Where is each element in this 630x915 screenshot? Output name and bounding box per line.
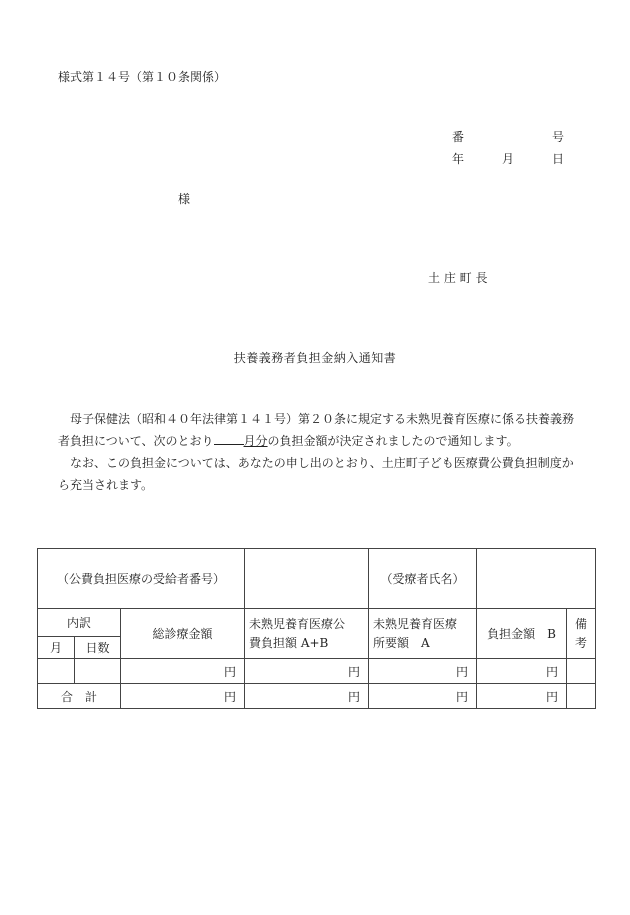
patient-name-field: [477, 549, 596, 609]
form-number: 様式第１４号（第１０条関係）: [58, 70, 227, 84]
month-unit: 月分: [243, 434, 268, 448]
burden-amount-table: [37, 548, 596, 709]
total-fee-sum-cell: 円: [121, 684, 245, 709]
public-burden-header: 未熟児養育医療公 費負担額 A+B: [245, 609, 369, 659]
body-text: [58, 408, 580, 496]
recipient-number-label: （公費負担医療の受給者番号）: [38, 549, 245, 609]
header-info-row: [38, 549, 596, 609]
document-number-line: [452, 128, 564, 145]
total-fee-cell: 円: [121, 659, 245, 684]
burden-amount-sum-cell: 円: [477, 684, 567, 709]
addressee-suffix: 様: [178, 192, 191, 206]
burden-amount-header: 負担金額 B: [477, 609, 567, 659]
data-row: [38, 659, 596, 684]
recipient-number-field: [245, 549, 369, 609]
month-cell: [38, 659, 75, 684]
issuer-name: 土 庄 町 長: [428, 271, 488, 285]
public-burden-sum-cell: 円: [245, 684, 369, 709]
required-amount-sum-cell: 円: [369, 684, 477, 709]
total-label: 合 計: [38, 684, 121, 709]
required-amount-header: 未熟児養育医療 所要額 A: [369, 609, 477, 659]
days-header: 日数: [75, 637, 121, 659]
remarks-cell: [567, 659, 596, 684]
burden-amount-cell: 円: [477, 659, 567, 684]
breakdown-label: 内訳: [38, 609, 121, 637]
month-blank-field: [214, 432, 244, 445]
days-cell: [75, 659, 121, 684]
date-line: [452, 150, 564, 167]
patient-name-label: （受療者氏名）: [369, 549, 477, 609]
body-paragraph-2: なお、この負担金については、あなたの申し出のとおり、土庄町子ども医療費公費負担制度から充当されます。: [58, 456, 574, 492]
total-row: [38, 684, 596, 709]
public-burden-cell: 円: [245, 659, 369, 684]
total-fee-header: 総診療金額: [121, 609, 245, 659]
month-header: 月: [38, 637, 75, 659]
date-month-label: 月: [501, 152, 514, 166]
column-header-row: [38, 609, 596, 637]
body-paragraph-1: 母子保健法（昭和４０年法律第１４１号）第２０条に規定する未熟児養育医療に係る扶養義務者負担について、次のとおり 月分の負担金額が決定されましたので通知します。: [58, 412, 575, 448]
number-label-go: 号: [551, 130, 564, 144]
remarks-sum-cell: [567, 684, 596, 709]
required-amount-cell: 円: [369, 659, 477, 684]
number-label-ban: 番: [452, 130, 465, 144]
date-day-label: 日: [551, 152, 564, 166]
document-title: 扶養義務者負担金納入通知書: [233, 351, 397, 365]
date-year-label: 年: [452, 152, 465, 166]
remarks-header: 備 考: [567, 609, 596, 659]
